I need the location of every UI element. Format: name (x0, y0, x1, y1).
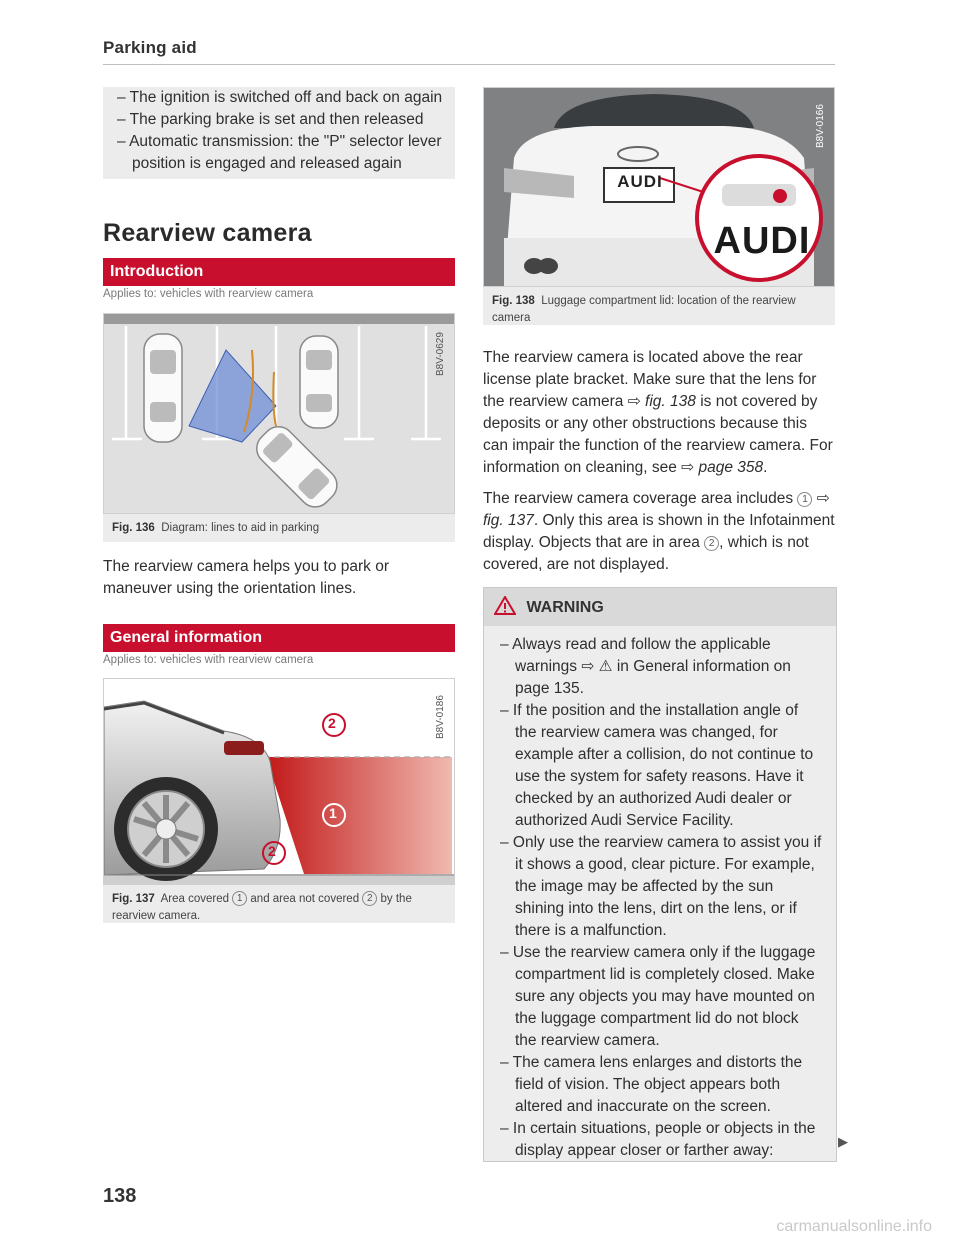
callout-2: 2 (704, 536, 719, 551)
warning-title: WARNING (526, 599, 604, 616)
caption-text: by the rearview camera. (112, 893, 412, 922)
warning-header (484, 588, 836, 626)
figure-137-caption (103, 885, 455, 923)
body-text: , which is not covered, are not displayed. (483, 534, 809, 573)
area-marker-1: 1 (329, 805, 337, 821)
audi-badge-small: AUDI (617, 172, 663, 191)
applies-note: Applies to: vehicles with rearview camera (103, 288, 314, 300)
camera-location-paragraph: The rearview camera is located above the rear license plate bracket. Make sure that the lens for the rearview camera ⇨ fig. 138 is not covered by deposits or any other obstructions because this can impair the function of the rearview camera. For information on cleaning, see ⇨ page 358. (483, 349, 833, 476)
callout-2: 2 (362, 891, 377, 906)
caption-text: Area covered (160, 893, 229, 905)
warning-triangle-icon (494, 596, 516, 615)
area-marker-2-upper: 2 (328, 715, 336, 731)
body-text: is not covered by deposits or any other obstructions because this can impair the function of the rearview camera. For information on cleaning, see (483, 393, 833, 476)
figure-136-caption (103, 514, 455, 542)
area-marker-2-lower: 2 (268, 843, 276, 859)
figure-label: Fig. 136 (112, 522, 155, 534)
cross-reference-fig-138[interactable]: fig. 138 (645, 393, 696, 410)
introduction-body: The rearview camera helps you to park or maneuver using the orientation lines. (103, 558, 390, 597)
warning-list (484, 626, 836, 1170)
figure-label: Fig. 138 (492, 295, 535, 307)
audi-badge-large: AUDI (713, 220, 811, 262)
body-text: . Only this area is shown in the Infotainment display. Objects that are in area (483, 512, 835, 551)
parking-diagram-illustration (104, 314, 454, 513)
figure-code: B8V-0186 (435, 695, 446, 739)
warning-item: – The camera lens enlarges and distorts the field of vision. The object appears both altered and inaccurate on the screen. (500, 1054, 803, 1115)
continue-arrow-icon: ▶ (838, 1134, 848, 1149)
applies-note: Applies to: vehicles with rearview camera (103, 654, 314, 666)
watermark: carmanualsonline.info (776, 1218, 932, 1235)
introduction-heading: Introduction (103, 258, 455, 286)
figure-code: B8V-0166 (815, 104, 826, 148)
warning-item: – Use the rearview camera only if the luggage compartment lid is completely closed. Make sure any objects you may have mounted on the luggage compartment lid do not block the rearview camera. (500, 944, 816, 1049)
figure-138-caption (483, 287, 835, 325)
coverage-area-paragraph: The rearview camera coverage area includes 1 ⇨ fig. 137. Only this area is shown in the Infotainment display. Objects that are in area 2 , which is not covered, are not displayed. (483, 490, 835, 573)
callout-1: 1 (232, 891, 247, 906)
cross-reference-fig-137[interactable]: fig. 137 (483, 512, 534, 529)
caption-text: Diagram: lines to aid in parking (161, 522, 320, 534)
section-title: Rearview camera (103, 219, 312, 247)
warning-item: – If the position and the installation angle of the rearview camera was changed, for example after a collision, do not continue to use the system for safety reasons. Have it checked by an authorized Audi dealer or authorized Audi Service Facility. (500, 702, 814, 829)
caption-text: Luggage compartment lid: location of the rearview camera (492, 295, 796, 324)
figure-138-trunk-photo (483, 87, 835, 287)
caption-text: and area not covered (250, 893, 360, 905)
list-item: – The ignition is switched off and back on again (117, 89, 443, 106)
running-header: Parking aid (103, 38, 197, 57)
figure-137-coverage-diagram (103, 678, 455, 885)
intro-bullet-box (103, 87, 455, 179)
warning-item: – Only use the rearview camera to assist you if it shows a good, clear picture. For example, the image may be affected by the sun shining into the lens, dirt on the lens, or if there is a malfunction. (500, 834, 822, 939)
body-text: The rearview camera is located above the rear license plate bracket. Make sure that the lens for the rearview camera (483, 349, 817, 410)
list-item: – The parking brake is set and then released (117, 111, 424, 128)
coverage-area-illustration (104, 679, 454, 884)
page-number: 138 (103, 1185, 137, 1207)
callout-1: 1 (797, 492, 812, 507)
cross-reference-page-358[interactable]: page 358 (698, 459, 764, 476)
header-divider (103, 64, 835, 65)
figure-code: B8V-0629 (435, 332, 446, 376)
warning-item: – In certain situations, people or objects in the display appear closer or farther away: (500, 1120, 816, 1159)
figure-136-parking-diagram (103, 313, 455, 514)
warning-item: – Always read and follow the applicable warnings ⇨ ⚠ in General information on page 135. (500, 636, 791, 697)
body-text: The rearview camera coverage area includes (483, 490, 794, 507)
general-information-heading: General information (103, 624, 455, 652)
warning-box (483, 587, 837, 1162)
list-item: – Automatic transmission: the "P" selector lever position is engaged and released again (117, 133, 442, 172)
figure-label: Fig. 137 (112, 893, 155, 905)
